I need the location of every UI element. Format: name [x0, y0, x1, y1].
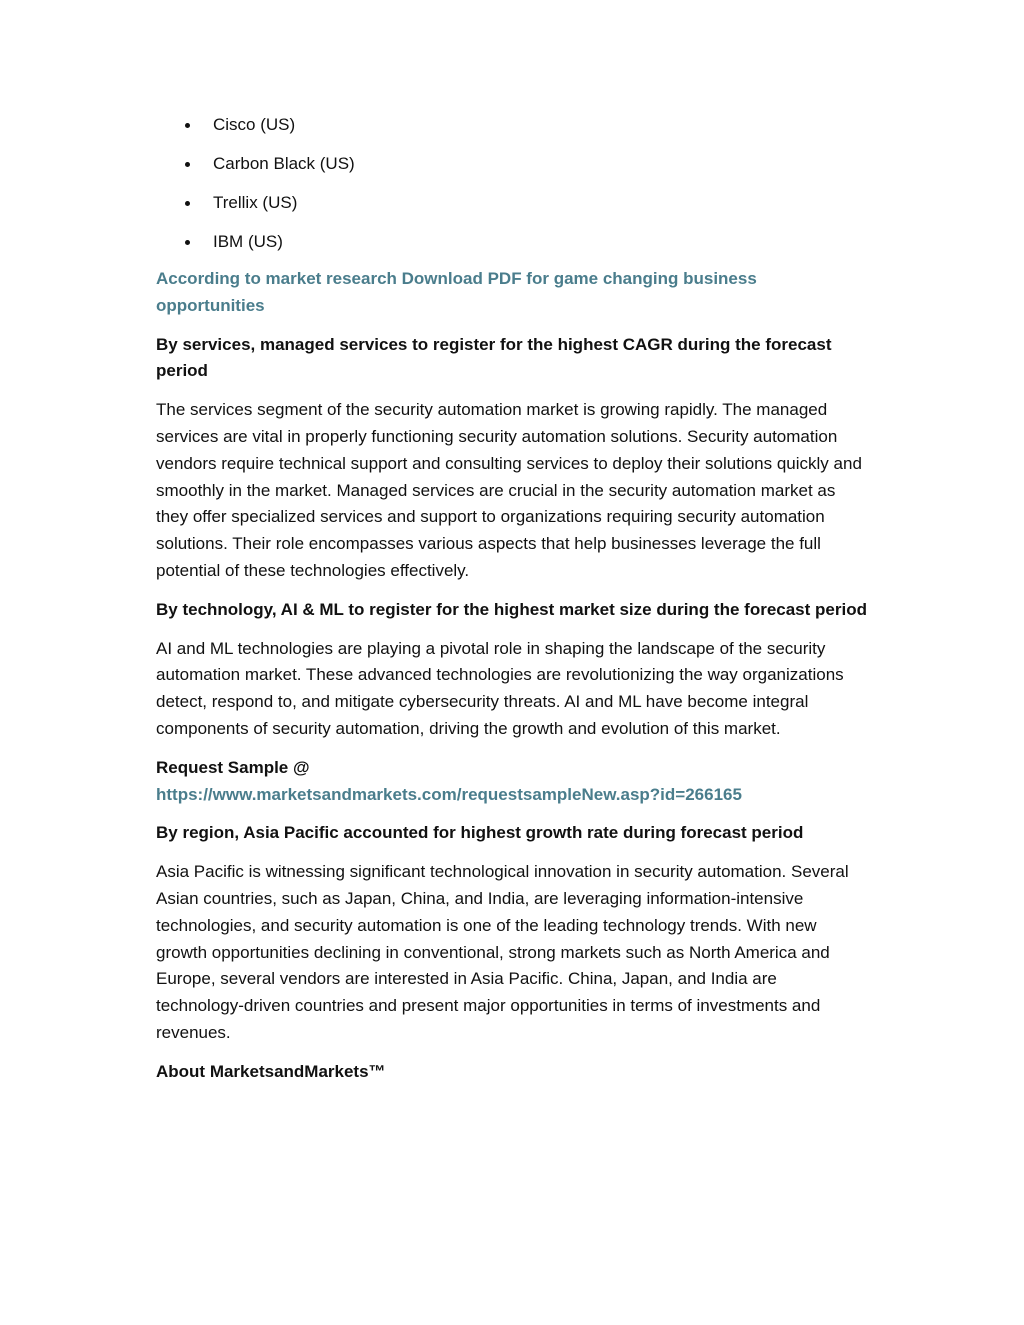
company-name: Trellix (US) [213, 193, 298, 212]
request-sample-label: Request Sample @ [156, 757, 310, 777]
list-item [156, 110, 868, 140]
technology-heading: By technology, AI & ML to register for the highest market size during the forecast period [156, 599, 867, 619]
region-heading: By region, Asia Pacific accounted for highest growth rate during forecast period [156, 823, 804, 843]
list-item [156, 188, 868, 218]
technology-paragraph: AI and ML technologies are playing a pivotal role in shaping the landscape of the security automation market. These advanced technologies are revolutionizing the way organizations detect, respond to, and mitigate cybersecurity threats. AI and ML have become integral components of security automation, driving the growth and evolution of this market. [156, 638, 844, 738]
bullet-icon [185, 240, 190, 245]
list-item [156, 149, 868, 179]
services-heading: By services, managed services to register for the highest CAGR during the forecast period [156, 334, 832, 381]
bullet-icon [185, 123, 190, 128]
company-name: IBM (US) [213, 232, 283, 251]
list-item [156, 227, 868, 257]
request-sample [156, 755, 868, 809]
about-heading: About MarketsandMarkets™ [156, 1061, 386, 1081]
region-paragraph: Asia Pacific is witnessing significant technological innovation in security automation. Several Asian countries, such as Japan, China, and India, are leveraging information-intensive technologies, and security automation is one of the leading technology trends. With new growth opportunities declining in conventional, strong markets such as North America and Europe, several vendors are interested in Asia Pacific. China, Japan, and India are technology-driven countries and present major opportunities in terms of investments and revenues. [156, 862, 849, 1042]
company-name: Cisco (US) [213, 115, 296, 134]
company-list [156, 110, 868, 257]
services-paragraph: The services segment of the security automation market is growing rapidly. The managed services are vital in properly functioning security automation solutions. Security automation vendors require technical support and consulting services to deploy their solutions quickly and smoothly in the market. Managed services are crucial in the security automation market as they offer specialized services and support to organizations requiring security automation solutions. Their role encompasses various aspects that help businesses leverage the full potential of these technologies effectively. [156, 400, 862, 580]
request-sample-link[interactable]: https://www.marketsandmarkets.com/requestsampleNew.asp?id=266165 [156, 784, 742, 804]
bullet-icon [185, 162, 190, 167]
promo-link[interactable]: According to market research Download PDF for game changing business opportunities [156, 269, 757, 315]
document-page [156, 110, 868, 1098]
company-name: Carbon Black (US) [213, 154, 355, 173]
bullet-icon [185, 201, 190, 206]
